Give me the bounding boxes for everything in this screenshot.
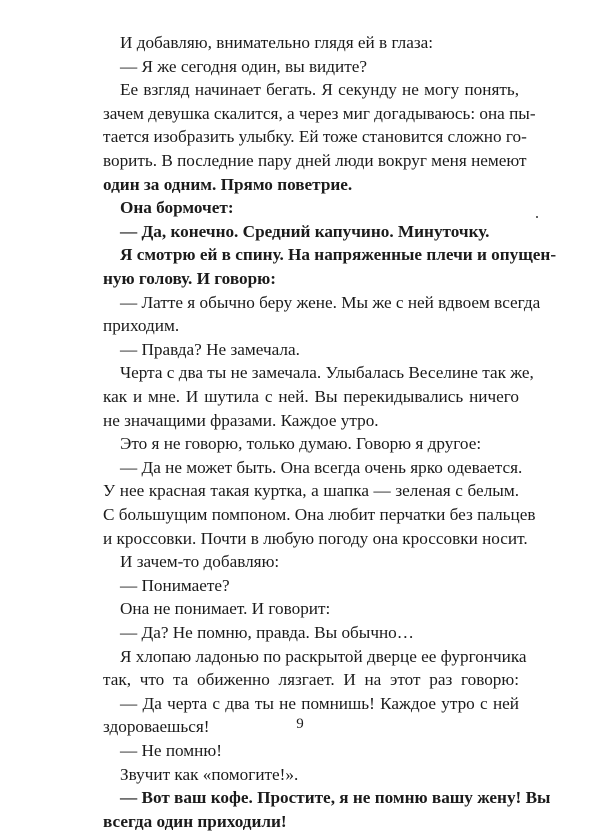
text-line: — Да? Не помню, правда. Вы обычно… [120,623,414,642]
text-line: не значащими фразами. Каждое утро. [103,410,379,430]
text-line: Это я не говорю, только думаю. Говорю я другое: [120,434,482,454]
text-line: один за одним. Прямо поветрие. [103,174,353,194]
text-line: — Вот ваш кофе. Простите, я не помню вашу жену! Вы [120,788,551,808]
text-line: всегда один приходили! [103,811,287,831]
text-line: И зачем-то добавляю: [120,552,280,572]
text-line: зачем девушка скалится, а через миг догадываюсь: она пы- [103,103,536,123]
text-line: Я смотрю ей в спину. На напряженные плечи и опущен- [120,245,557,265]
text-line: — Латте я обычно беру жене. Мы же с ней вдвоем всегда [120,292,541,312]
text-line: Она бормочет: [120,198,234,218]
text-line: — Не помню! [120,741,222,760]
text-line: как и мне. И шутила с ней. Вы перекидывались ничего [103,387,519,406]
text-line: И добавляю, внимательно глядя ей в глаза: [120,33,434,52]
text-line: здороваешься! [103,717,210,737]
text-line: У нее красная такая куртка, а шапка — зеленая с белым. [103,481,519,501]
text-line: — Да черта с два ты не помнишь! Каждое утро с ней [120,693,519,713]
text-line: С большущим помпоном. Она любит перчатки без пальцев [103,505,536,524]
text-line: — Да не может быть. Она всегда очень ярко одевается. [120,457,523,477]
text-line: Она не понимает. И говорит: [120,599,331,619]
text-line: Я хлопаю ладонью по раскрытой дверце ее фургончика [120,646,527,666]
text-line: так, что та обиженно лязгает. И на этот раз говорю: [103,670,519,690]
text-line: Черта с два ты не замечала. Улыбалась Веселине так же, [120,363,534,383]
text-line: приходим. [103,316,180,336]
text-line: — Правда? Не замечала. [120,339,300,359]
text-line: Ее взгляд начинает бегать. Я секунду не могу понять, [120,80,519,100]
text-line: и кроссовки. Почти в любую погоду она кроссовки носит. [103,528,528,548]
text-line: — Да, конечно. Средний капучино. Минуточку. [120,221,490,241]
text-line: — Я же сегодня один, вы видите? [120,56,367,76]
text-line: тается изобразить улыбку. Ей тоже становится сложно го- [103,127,527,147]
text-line: ворить. В последние пару дней люди вокруг меня немеют [103,151,527,170]
text-line: — Понимаете? [120,575,230,595]
page-number: 9 [296,716,304,732]
text-line: Звучит как «помогите!». [120,764,299,784]
print-speck [536,216,538,218]
text-line: ную голову. И говорю: [103,269,277,288]
